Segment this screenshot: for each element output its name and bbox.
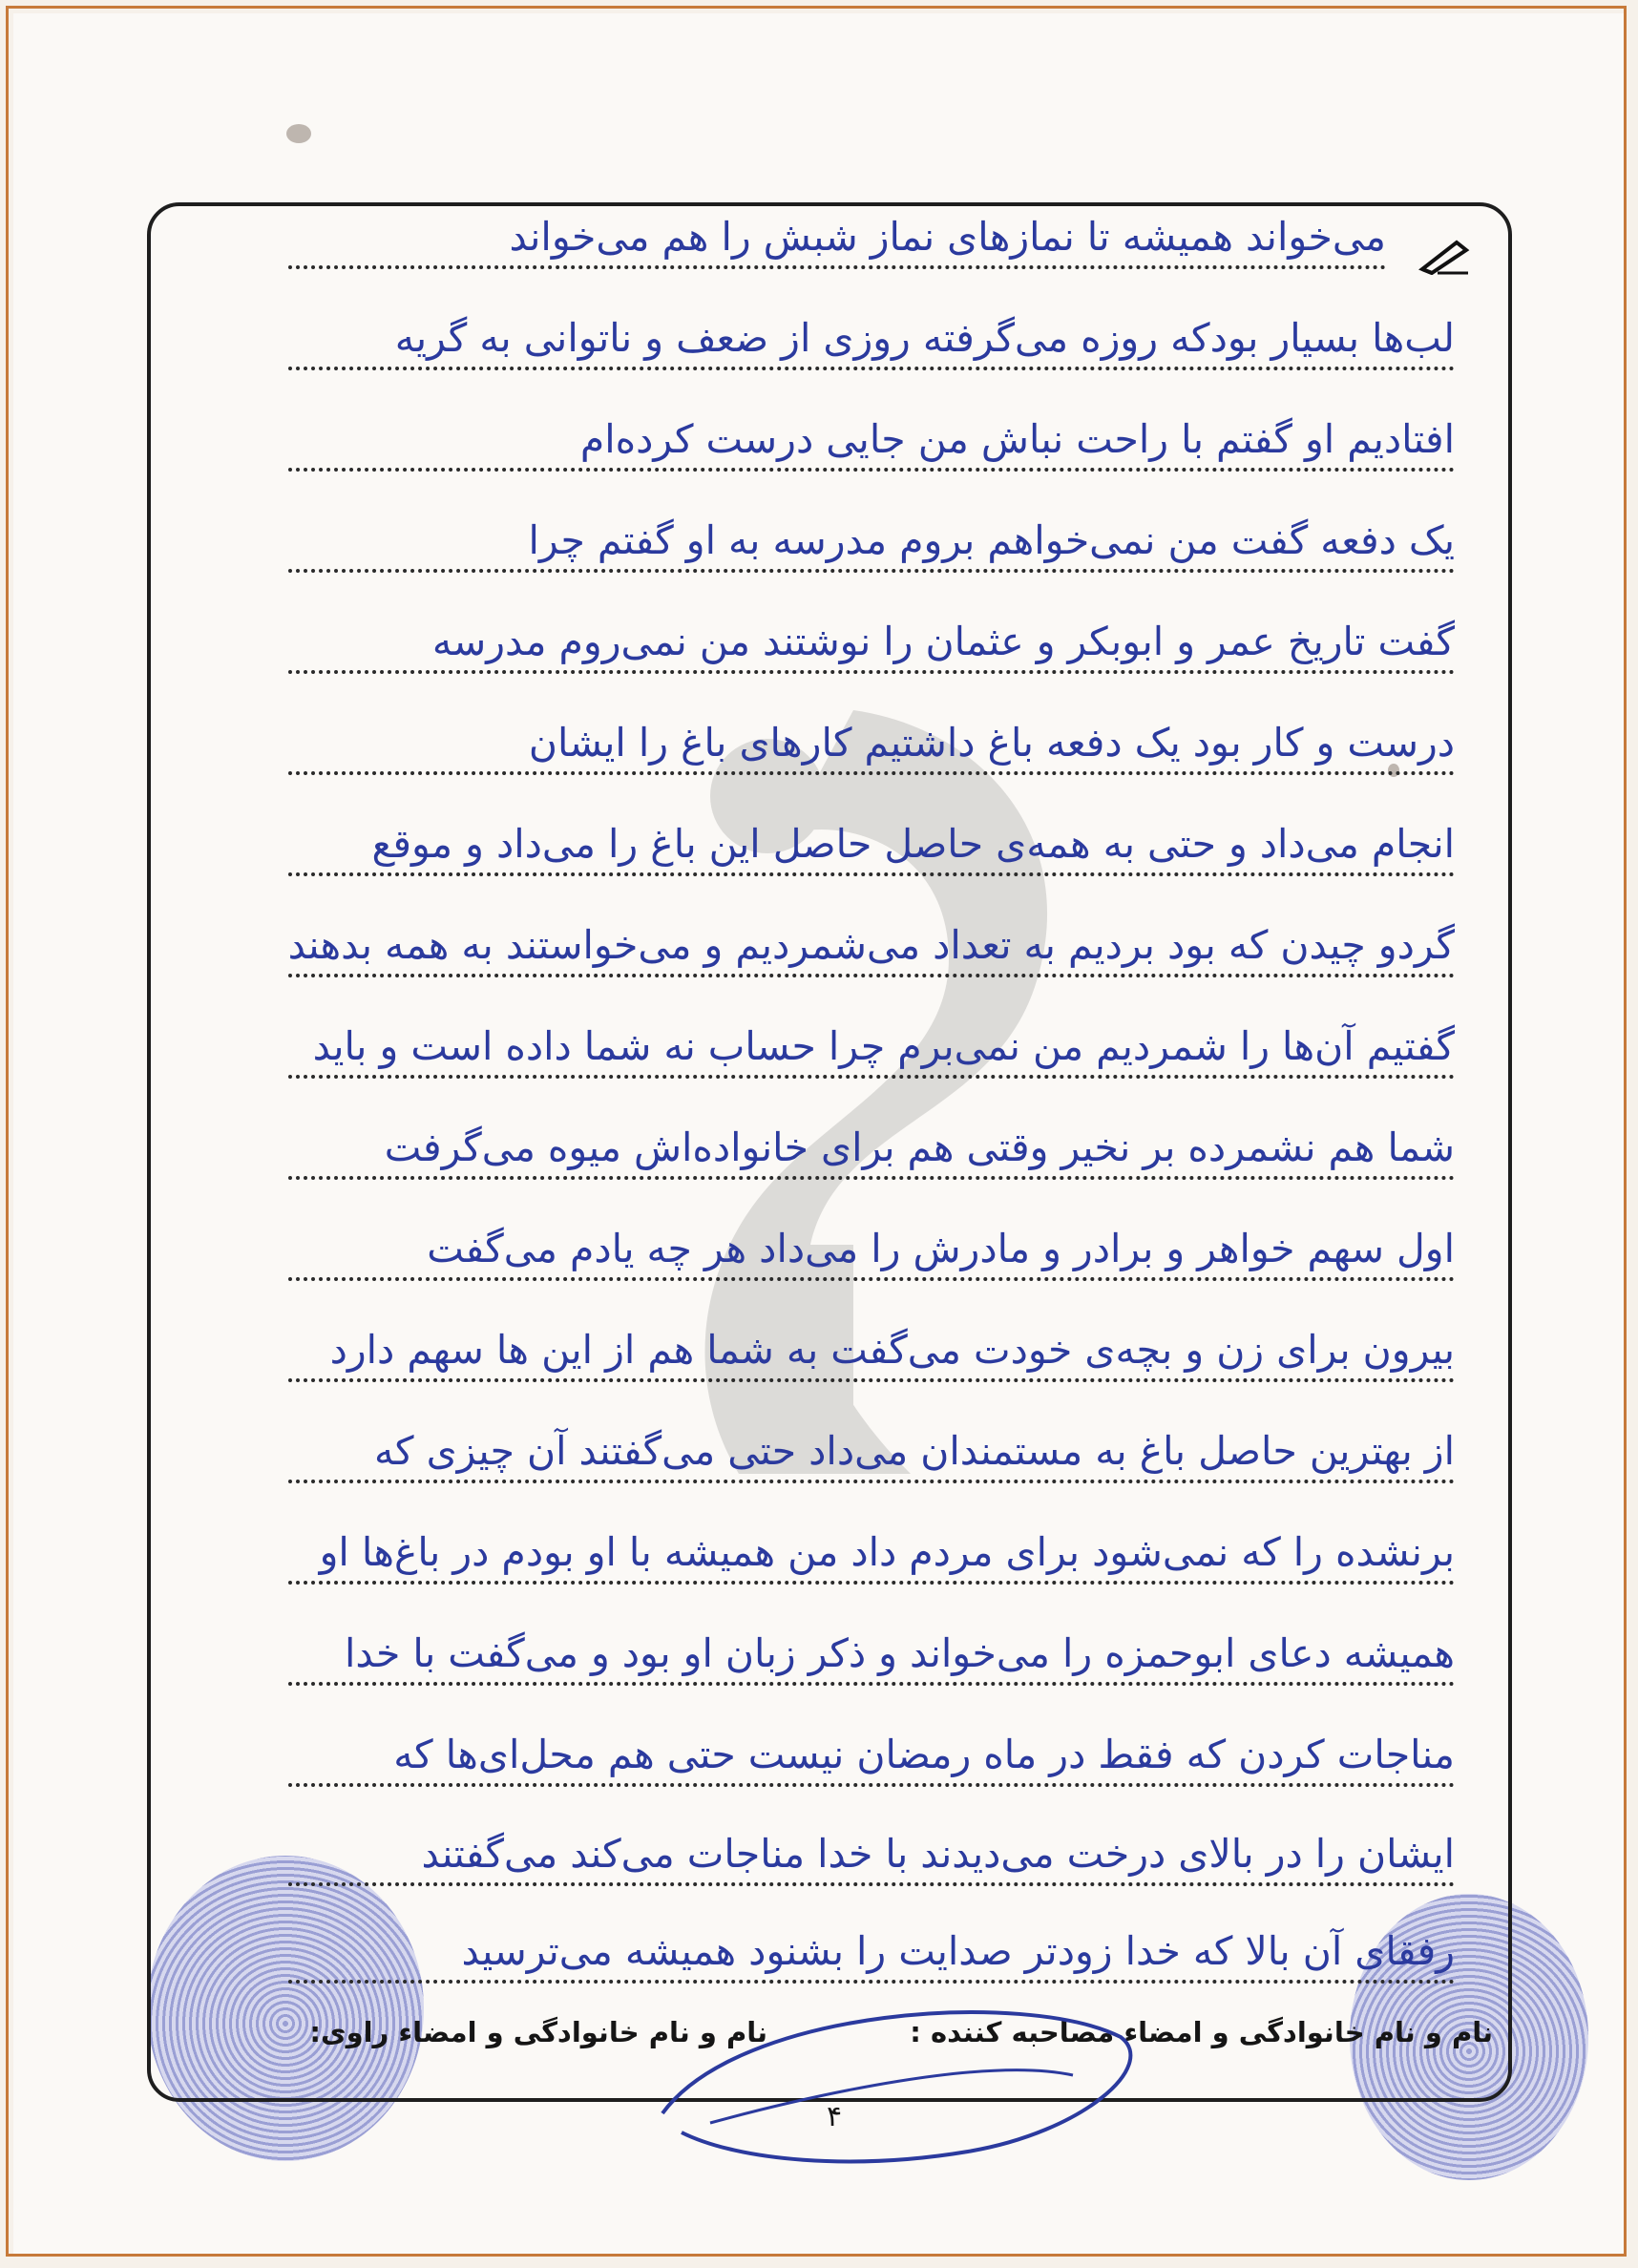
pen-icon [1418,237,1472,275]
ruled-line [288,367,1455,370]
ruled-line [288,1783,1455,1787]
handwritten-line: برنشده را که نمی‌شود برای مردم داد من همیشه با او بودم در باغ‌ها او [319,1529,1455,1575]
handwritten-line: افتادیم او گفتم با راحت نباش من جایی درست کرده‌ام [579,416,1455,462]
handwritten-line: گردو چیدن که بود بردیم به تعداد می‌شمردیم و می‌خواستند به همه بدهند [287,922,1455,968]
ruled-line [288,1277,1455,1281]
handwritten-line: بیرون برای زن و بچه‌ی خودت می‌گفت به شما هم از این ها سهم دارد [329,1327,1455,1373]
handwritten-line: می‌خواند همیشه تا نماز‌های نماز شبش را هم می‌خواند [509,214,1386,260]
handwritten-line: اول سهم خواهر و برادر و مادرش را می‌داد هر چه یادم می‌گفت [427,1226,1455,1271]
ruled-line [288,265,1386,269]
ruled-line [288,1480,1455,1483]
narrator-signature-label: نام و نام خانوادگی و امضاء راوی: [309,2016,767,2048]
handwritten-line: از بهترین حاصل باغ به مستمندان می‌داد حتی می‌گفتند آن چیزی که [374,1428,1455,1474]
handwritten-line: لب‌ها بسیار بودکه روزه می‌گرفته روزی از ضعف و ناتوانی به گریه [394,315,1455,361]
ruled-line [288,771,1455,775]
handwritten-line: مناجات کردن که فقط در ماه رمضان نیست حتی هم محل‌ای‌ها که [393,1732,1455,1777]
ruled-line [288,1075,1455,1079]
handwritten-line: درست و کار بود یک دفعه باغ داشتیم کارهای باغ را ایشان [528,720,1455,766]
handwritten-line: ایشان را در بالای درخت می‌دیدند با خدا مناجات می‌کند می‌گفتند [421,1831,1455,1877]
ruled-line [288,1378,1455,1382]
handwritten-line: گفت تاریخ عمر و ابوبکر و عثمان را نوشتند من نمی‌روم مدرسه [431,619,1455,664]
ruled-line [288,1176,1455,1180]
handwritten-line: یک دفعه گفت من نمی‌خواهم بروم مدرسه به او گفتم چرا [528,517,1455,563]
ruled-line [288,1581,1455,1585]
handwritten-line: انجام می‌داد و حتی به همه‌ی حاصل حاصل این باغ را می‌داد و موقع [371,821,1455,867]
ruled-line [288,1980,1455,1984]
ruled-line [288,1682,1455,1686]
ink-smudge [286,124,311,143]
interviewer-signature-label: نام و نام خانوادگی و امضاء مصاحبه کننده : [910,2016,1493,2048]
handwritten-line: گفتیم آن‌ها را شمردیم من نمی‌برم چرا حساب نه شما داده است و باید [312,1023,1455,1069]
ruled-line [288,1882,1455,1886]
ruled-line [288,670,1455,674]
page-number: ۴ [826,2100,843,2133]
ruled-line [288,974,1455,977]
handwritten-line: رفقای آن بالا که خدا زودتر صدایت را بشنود همیشه می‌ترسید [461,1928,1455,1974]
handwritten-line: شما هم نشمرده بر نخیر وقتی هم برای خانواده‌اش میوه می‌گرفت [384,1124,1455,1170]
document-page [13,13,1625,2255]
ruled-line [288,569,1455,573]
ruled-line [288,872,1455,876]
handwritten-line: همیشه دعای ابوحمزه را می‌خواند و ذکر زبان او بود و می‌گفت با خدا [345,1630,1455,1676]
ruled-line [288,468,1455,472]
